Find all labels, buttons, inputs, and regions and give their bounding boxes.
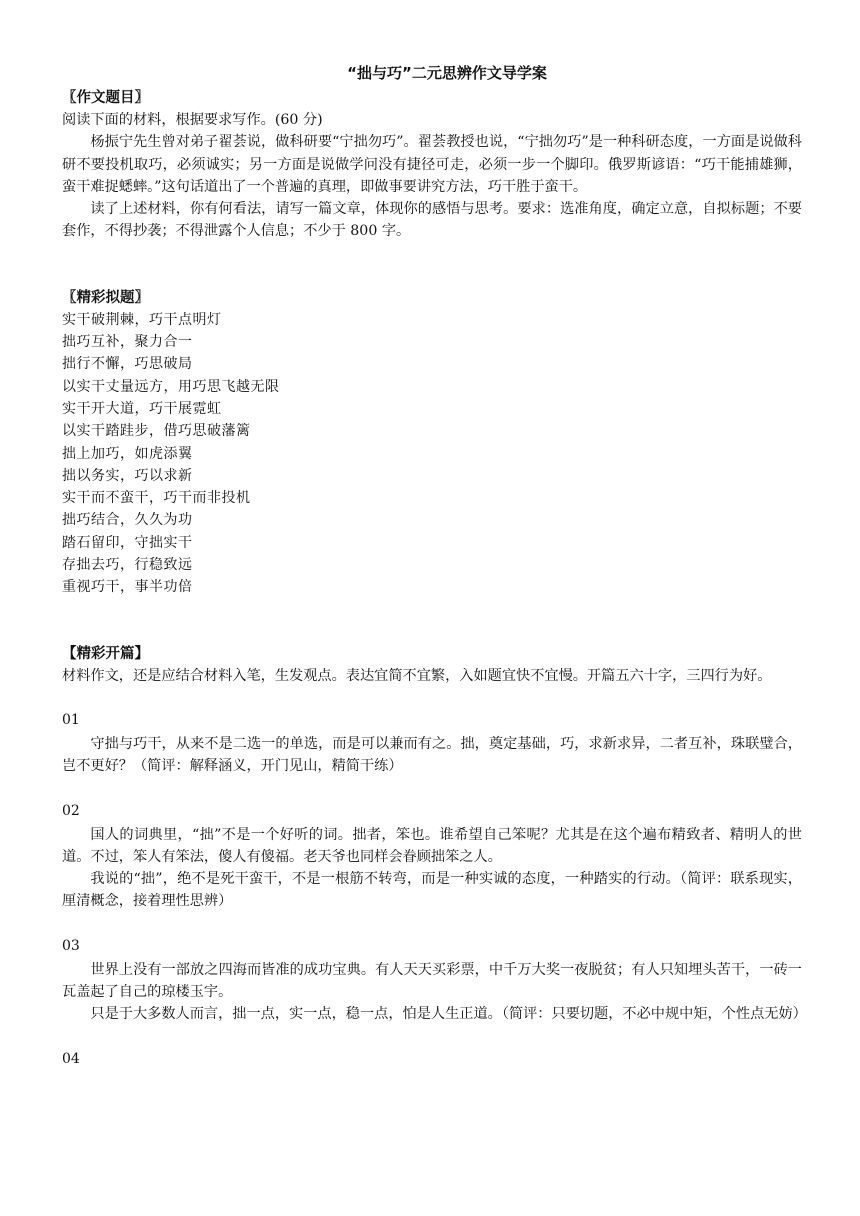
titles-heading: 〖精彩拟题〗 [62,289,149,306]
entry-paragraph: 我说的“拙”，绝不是死干蛮干，不是一根筋不转弯，而是一种实诚的态度，一种踏实的行动。（简评：联系现实，厘清概念，接着理性思辨） [62,871,802,910]
title-item: 拙巧结合，久久为功 [62,512,193,529]
spacer [62,243,802,287]
spacer [62,778,802,800]
topic-heading: 〖作文题目〗 [62,90,149,106]
title-item: 实干开大道，巧干展霓虹 [62,400,222,417]
title-item: 实干破荆棘，巧干点明灯 [62,311,222,328]
spacer [62,1026,802,1048]
entry-number: 03 [62,937,80,954]
title-item: 拙以务实，巧以求新 [62,467,193,484]
opening-entries [62,687,807,1070]
entry-number: 02 [62,802,80,819]
title-item: 实干而不蛮干，巧干而非投机 [62,490,251,507]
spacer [62,913,802,935]
title-item: 拙上加巧，如虎添翼 [62,445,193,462]
spacer [62,599,802,643]
entry-number: 04 [62,1050,80,1067]
title-list [62,309,802,599]
entry-paragraph: 国人的词典里，“拙”不是一个好听的词。拙者，笨也。谁希望自己笨呢？尤其是在这个遍布精致者、精明人的世道。不过，笨人有笨法，傻人有傻福。老天爷也同样会眷顾拙笨之人。 [62,826,802,865]
title-item: 拙巧互补，聚力合一 [62,334,193,351]
title-item: 拙行不懈，巧思破局 [62,356,193,373]
topic-requirement: 读了上述材料，你有何看法，请写一篇文章，体现你的感悟与思考。要求：选准角度，确定立意，自拟标题；不要套作，不得抄袭；不得泄露个人信息；不少于 800 字。 [62,201,802,240]
title-item: 重视巧干，事半功倍 [62,579,193,596]
title-item: 踏石留印，守拙实干 [62,534,193,551]
document [62,62,807,1072]
entry-paragraph: 世界上没有一部放之四海而皆准的成功宝典。有人天天买彩票，中千万大奖一夜脱贫；有人只知埋头苦干，一砖一瓦盖起了自己的琼楼玉宇。 [62,961,802,1001]
openings-heading: 【精彩开篇】 [62,645,149,662]
spacer [62,687,802,709]
title-item: 以实干丈量远方，用巧思飞越无限 [62,378,280,395]
topic-material: 杨振宁先生曾对弟子翟荟说，做科研要“宁拙勿巧”。翟荟教授也说，“宁拙勿巧”是一种科研态度，一方面是说做科研不要投机取巧，必须诚实；另一方面是说做学问没有捷径可走，必须一步一个脚印。俄罗斯谚语：“巧干能捕雄狮，蛮干难捉蟋蟀。”这句话道出了一个普遍的真理，即做事要讲究方法，巧干胜于蛮干。 [62,134,802,195]
document-title: “拙与巧”二元思辨作文导学案 [347,64,547,82]
title-item: 存拙去巧，行稳致远 [62,557,193,574]
title-item: 以实干踏跬步，借巧思破藩篱 [62,423,251,440]
openings-intro: 材料作文，还是应结合材料入笔，生发观点。表达宜简不宜繁，入如题宜快不宜慢。开篇五六十字，三四行为好。 [62,667,772,684]
entry-paragraph: 只是于大多数人而言，拙一点，实一点，稳一点，怕是人生正道。（简评：只要切题，不必中规中矩，个性点无妨） [90,1006,807,1023]
entry-paragraph: 守拙与巧干，从来不是二选一的单选，而是可以兼而有之。拙，奠定基础，巧，求新求异，二者互补，珠联璧合，岂不更好？（简评：解释涵义，开门见山，精简干练） [62,735,802,775]
entry-number: 01 [62,711,80,728]
topic-intro: 阅读下面的材料，根据要求写作。(60 分) [62,112,323,128]
